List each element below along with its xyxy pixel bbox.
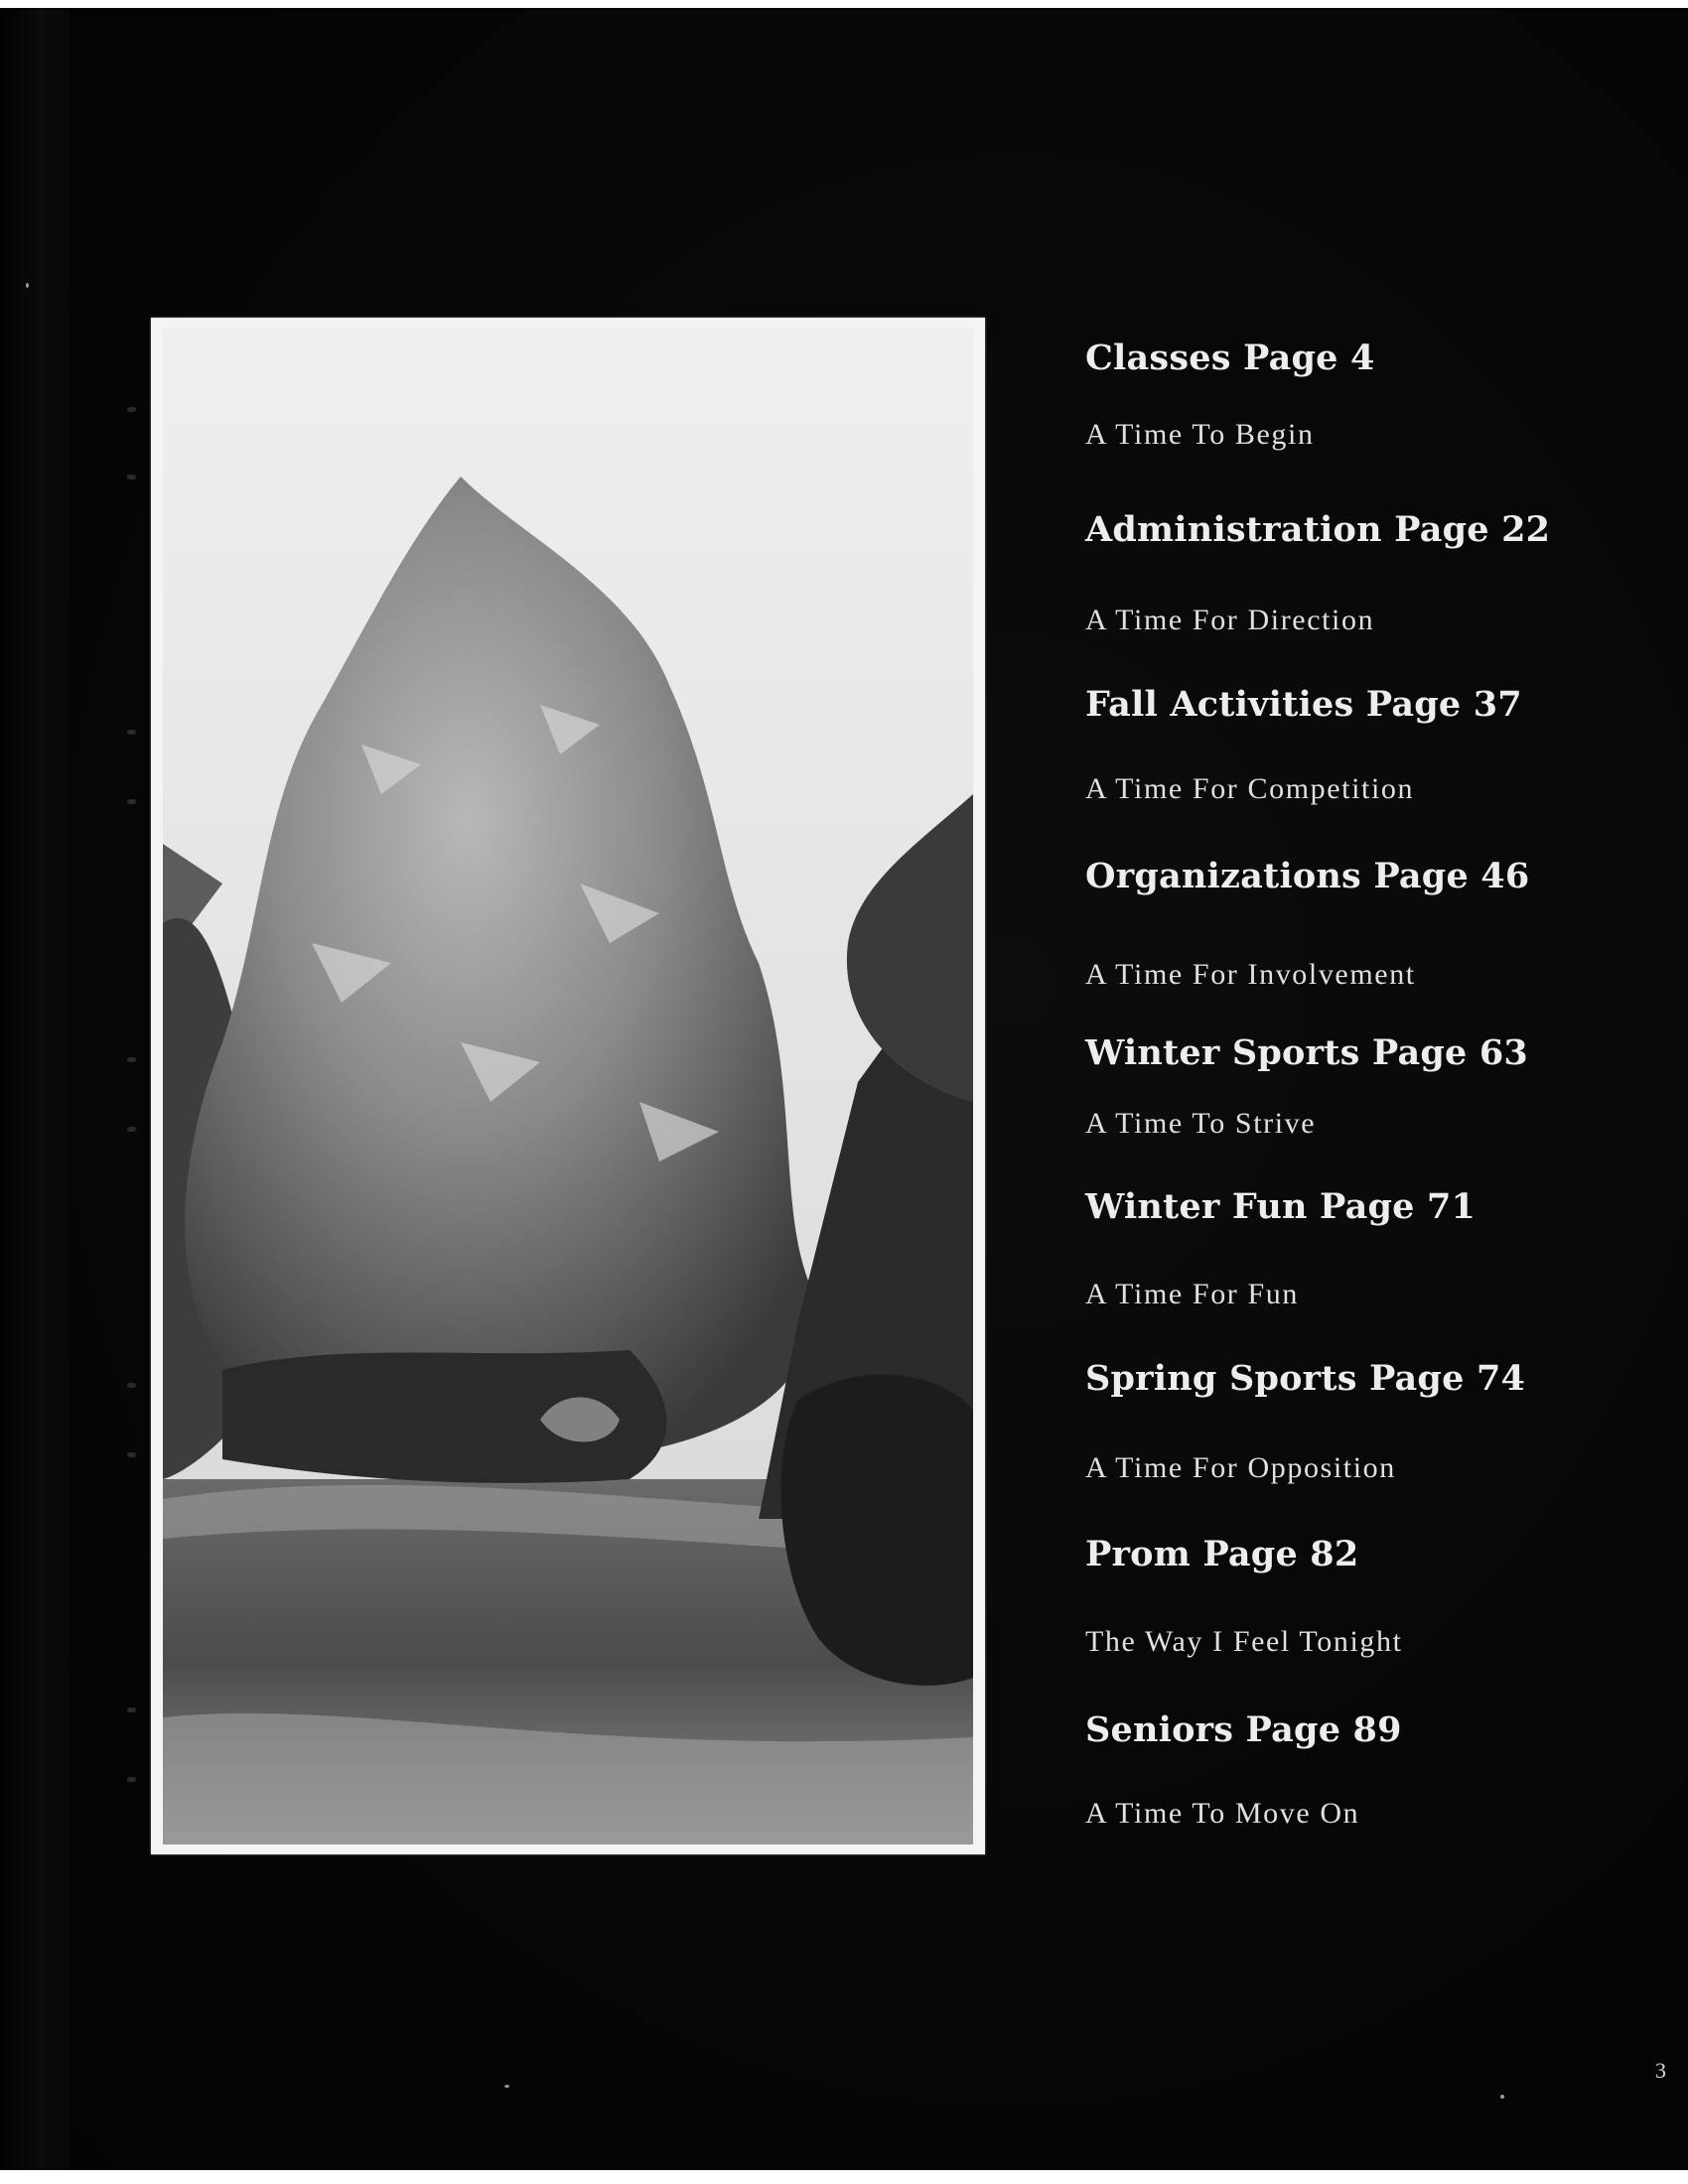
binding-mark (127, 799, 136, 804)
toc-heading: Winter Sports Page 63 (1085, 1032, 1528, 1073)
toc-subtitle: The Way I Feel Tonight (1085, 1625, 1403, 1658)
binding-mark (127, 1452, 136, 1457)
photo-frame (151, 318, 985, 1854)
toc-heading: Fall Activities Page 37 (1085, 684, 1522, 725)
toc-subtitle: A Time For Involvement (1085, 958, 1416, 991)
toc-heading: Spring Sports Page 74 (1085, 1358, 1526, 1399)
tree-photo (163, 328, 973, 1844)
toc-subtitle: A Time For Direction (1085, 604, 1375, 636)
toc-subtitle: A Time For Competition (1085, 772, 1415, 805)
binding-mark (127, 1057, 136, 1062)
table-of-contents (1085, 0, 1641, 1985)
toc-heading: Prom Page 82 (1085, 1534, 1359, 1574)
dust-speck (26, 283, 29, 288)
toc-heading: Organizations Page 46 (1085, 856, 1530, 896)
toc-subtitle: A Time To Strive (1085, 1107, 1317, 1140)
toc-heading: Winter Fun Page 71 (1085, 1186, 1477, 1227)
binding-mark (127, 1127, 136, 1132)
dust-speck (1500, 2095, 1504, 2099)
binding-edge (0, 8, 70, 2170)
binding-mark (127, 730, 136, 735)
toc-heading: Administration Page 22 (1085, 509, 1551, 550)
binding-mark (127, 1707, 136, 1712)
dust-speck (504, 2085, 509, 2088)
toc-subtitle: A Time For Opposition (1085, 1451, 1396, 1484)
toc-heading: Seniors Page 89 (1085, 1709, 1402, 1750)
toc-subtitle: A Time To Begin (1085, 418, 1315, 451)
binding-mark (127, 475, 136, 479)
toc-subtitle: A Time For Fun (1085, 1278, 1299, 1310)
page-number: 3 (1655, 2058, 1666, 2083)
binding-mark (127, 1383, 136, 1388)
binding-mark (127, 1777, 136, 1782)
toc-heading: Classes Page 4 (1085, 338, 1375, 378)
toc-subtitle: A Time To Move On (1085, 1797, 1360, 1830)
binding-mark (127, 407, 136, 412)
